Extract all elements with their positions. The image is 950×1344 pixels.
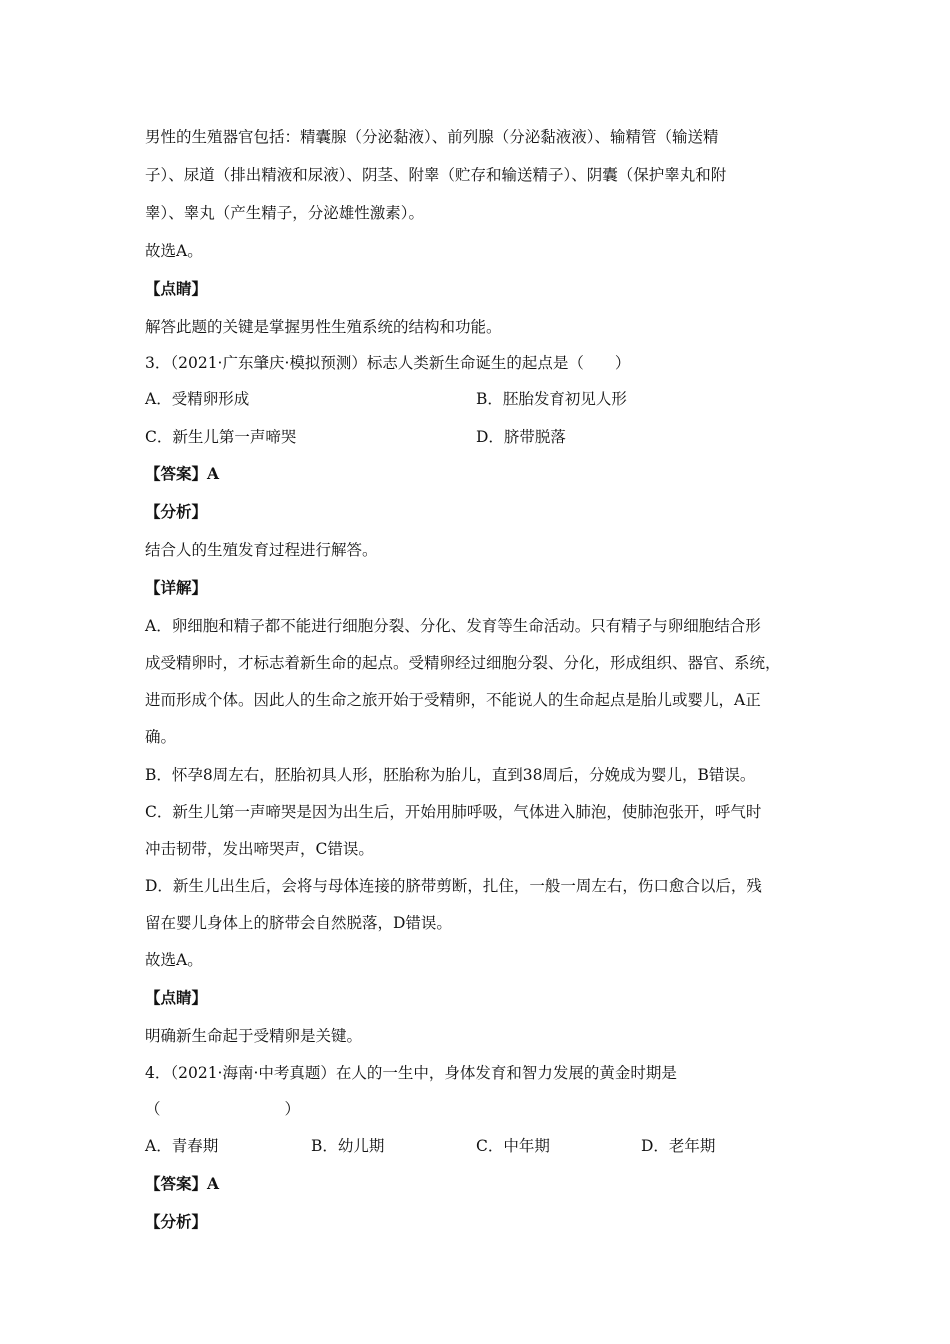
detail-label: 【详解】	[145, 578, 208, 597]
q4-option-b: B．幼儿期	[311, 1137, 385, 1155]
choice-line: 故选A。	[145, 951, 203, 969]
tip-text: 明确新生命起于受精卵是关键。	[145, 1027, 363, 1045]
detail-line: A．卵细胞和精子都不能进行细胞分裂、分化、发育等生命活动。只有精子与卵细胞结合形	[145, 617, 761, 635]
tip-label: 【点睛】	[145, 279, 208, 298]
q3-option-d: D．脐带脱落	[476, 428, 566, 446]
answer-label: 【答案】A	[145, 464, 220, 483]
q4-option-a: A．青春期	[145, 1137, 219, 1155]
q4-option-d: D．老年期	[641, 1137, 716, 1155]
q3-option-c: C．新生儿第一声啼哭	[145, 428, 297, 446]
paragraph-line: 子）、尿道（排出精液和尿液）、阴茎、附睾（贮存和输送精子）、阴囊（保护睾丸和附	[145, 166, 727, 184]
paragraph-line: 睾）、睾丸（产生精子，分泌雄性激素）。	[145, 204, 425, 222]
q3-option-b: B．胚胎发育初见人形	[476, 390, 627, 408]
analysis-text: 结合人的生殖发育过程进行解答。	[145, 541, 378, 559]
analysis-label: 【分析】	[145, 1212, 208, 1231]
q4-option-c: C．中年期	[476, 1137, 550, 1155]
detail-line: 确。	[145, 728, 177, 746]
detail-line: 成受精卵时，才标志着新生命的起点。受精卵经过细胞分裂、分化，形成组织、器官、系统，	[145, 654, 781, 672]
detail-line: D．新生儿出生后，会将与母体连接的脐带剪断，扎住，一般一周左右，伤口愈合以后，残	[145, 877, 762, 895]
question-3-stem: 3．（2021·广东肇庆·模拟预测）标志人类新生命诞生的起点是（ ）	[145, 354, 631, 372]
detail-line: B．怀孕8周左右，胚胎初具人形，胚胎称为胎儿，直到38周后，分娩成为婴儿，B错误。	[145, 766, 756, 784]
detail-line: 冲击韧带，发出啼哭声，C错误。	[145, 840, 374, 858]
tip-text: 解答此题的关键是掌握男性生殖系统的结构和功能。	[145, 318, 502, 336]
detail-line: C．新生儿第一声啼哭是因为出生后，开始用肺呼吸，气体进入肺泡，使肺泡张开，呼气时	[145, 803, 762, 821]
question-4-paren: （ ）	[145, 1100, 301, 1118]
tip-label: 【点睛】	[145, 988, 208, 1007]
q3-option-a: A．受精卵形成	[145, 390, 250, 408]
detail-line: 留在婴儿身体上的脐带会自然脱落，D错误。	[145, 914, 452, 932]
question-4-stem: 4．（2021·海南·中考真题）在人的一生中，身体发育和智力发展的黄金时期是	[145, 1064, 677, 1082]
paragraph-line: 男性的生殖器官包括：精囊腺（分泌黏液）、前列腺（分泌黏液液）、输精管（输送精	[145, 128, 719, 146]
answer-label: 【答案】A	[145, 1174, 220, 1193]
detail-line: 进而形成个体。因此人的生命之旅开始于受精卵，不能说人的生命起点是胎儿或婴儿，A正	[145, 691, 761, 709]
choice-line: 故选A。	[145, 242, 203, 260]
analysis-label: 【分析】	[145, 502, 208, 521]
